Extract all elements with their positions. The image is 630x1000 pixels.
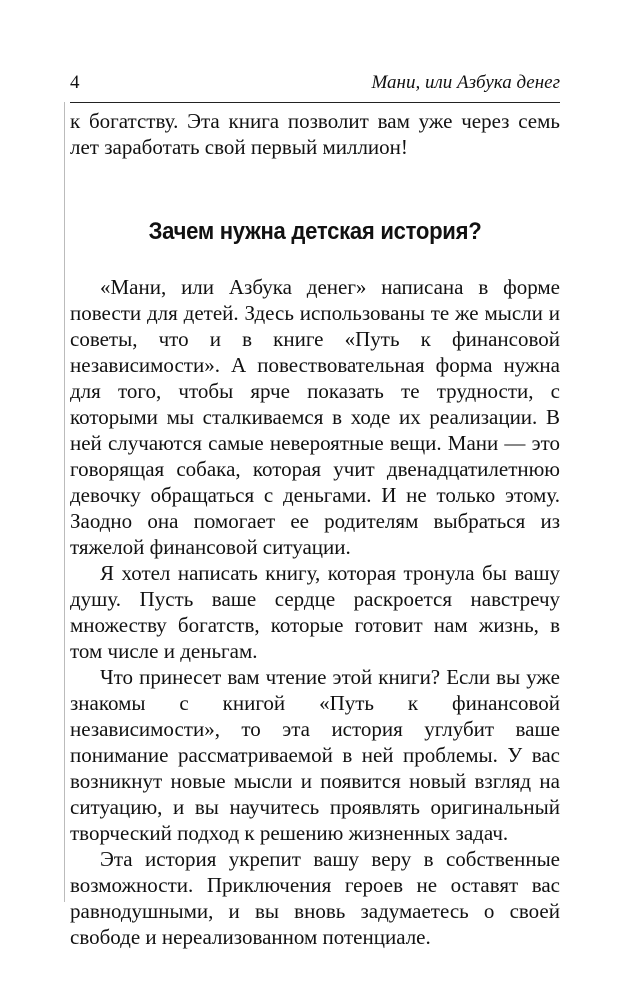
paragraph-1: «Мани, или Азбука денег» написана в форме повести для детей. Здесь использованы те же мысли и советы, что и в книге «Путь к финансовой независимости». А повествовательная форма нужна для того, чтобы ярче показать те трудности, с которыми мы сталкиваемся в ходе их реализации. В ней случаются самые невероятные вещи. Мани — это говорящая собака, которая учит двенадцатилетнюю девочку обращаться с деньгами. И не только этому. Заодно она помогает ее родителям выбраться из тяжелой финансовой ситуации. — [70, 275, 560, 559]
margin-rule — [64, 102, 65, 902]
paragraph-4: Эта история укрепит вашу веру в собственные возможности. Приключения героев не оставят вас равнодушными, и вы вновь задумаетесь о своей свободе и нереализованном потенциале. — [70, 847, 560, 949]
paragraph-3: Что принесет вам чтение этой книги? Если вы уже знакомы с книгой «Путь к финансовой независимости», то эта история углубит ваше понимание рассматриваемой в ней проблемы. У вас возникнут новые мысли и появится новый взгляд на ситуацию, и вы научитесь проявлять оригинальный творческий подход к решению жизненных задач. — [70, 665, 560, 845]
running-title: Мани, или Азбука денег — [371, 72, 560, 93]
page-header — [70, 70, 560, 98]
intro-paragraph: к богатству. Эта книга позволит вам уже через семь лет заработать свой первый миллион! — [70, 109, 560, 159]
paragraph-2: Я хотел написать книгу, которая тронула бы вашу душу. Пусть ваше сердце раскроется навстречу множеству богатств, которые готовит нам жизнь, в том числе и деньгам. — [70, 561, 560, 663]
header-divider — [70, 102, 560, 103]
section-heading: Зачем нужна детская история? — [148, 218, 482, 245]
page-body — [70, 108, 560, 950]
page-number: 4 — [70, 72, 80, 93]
